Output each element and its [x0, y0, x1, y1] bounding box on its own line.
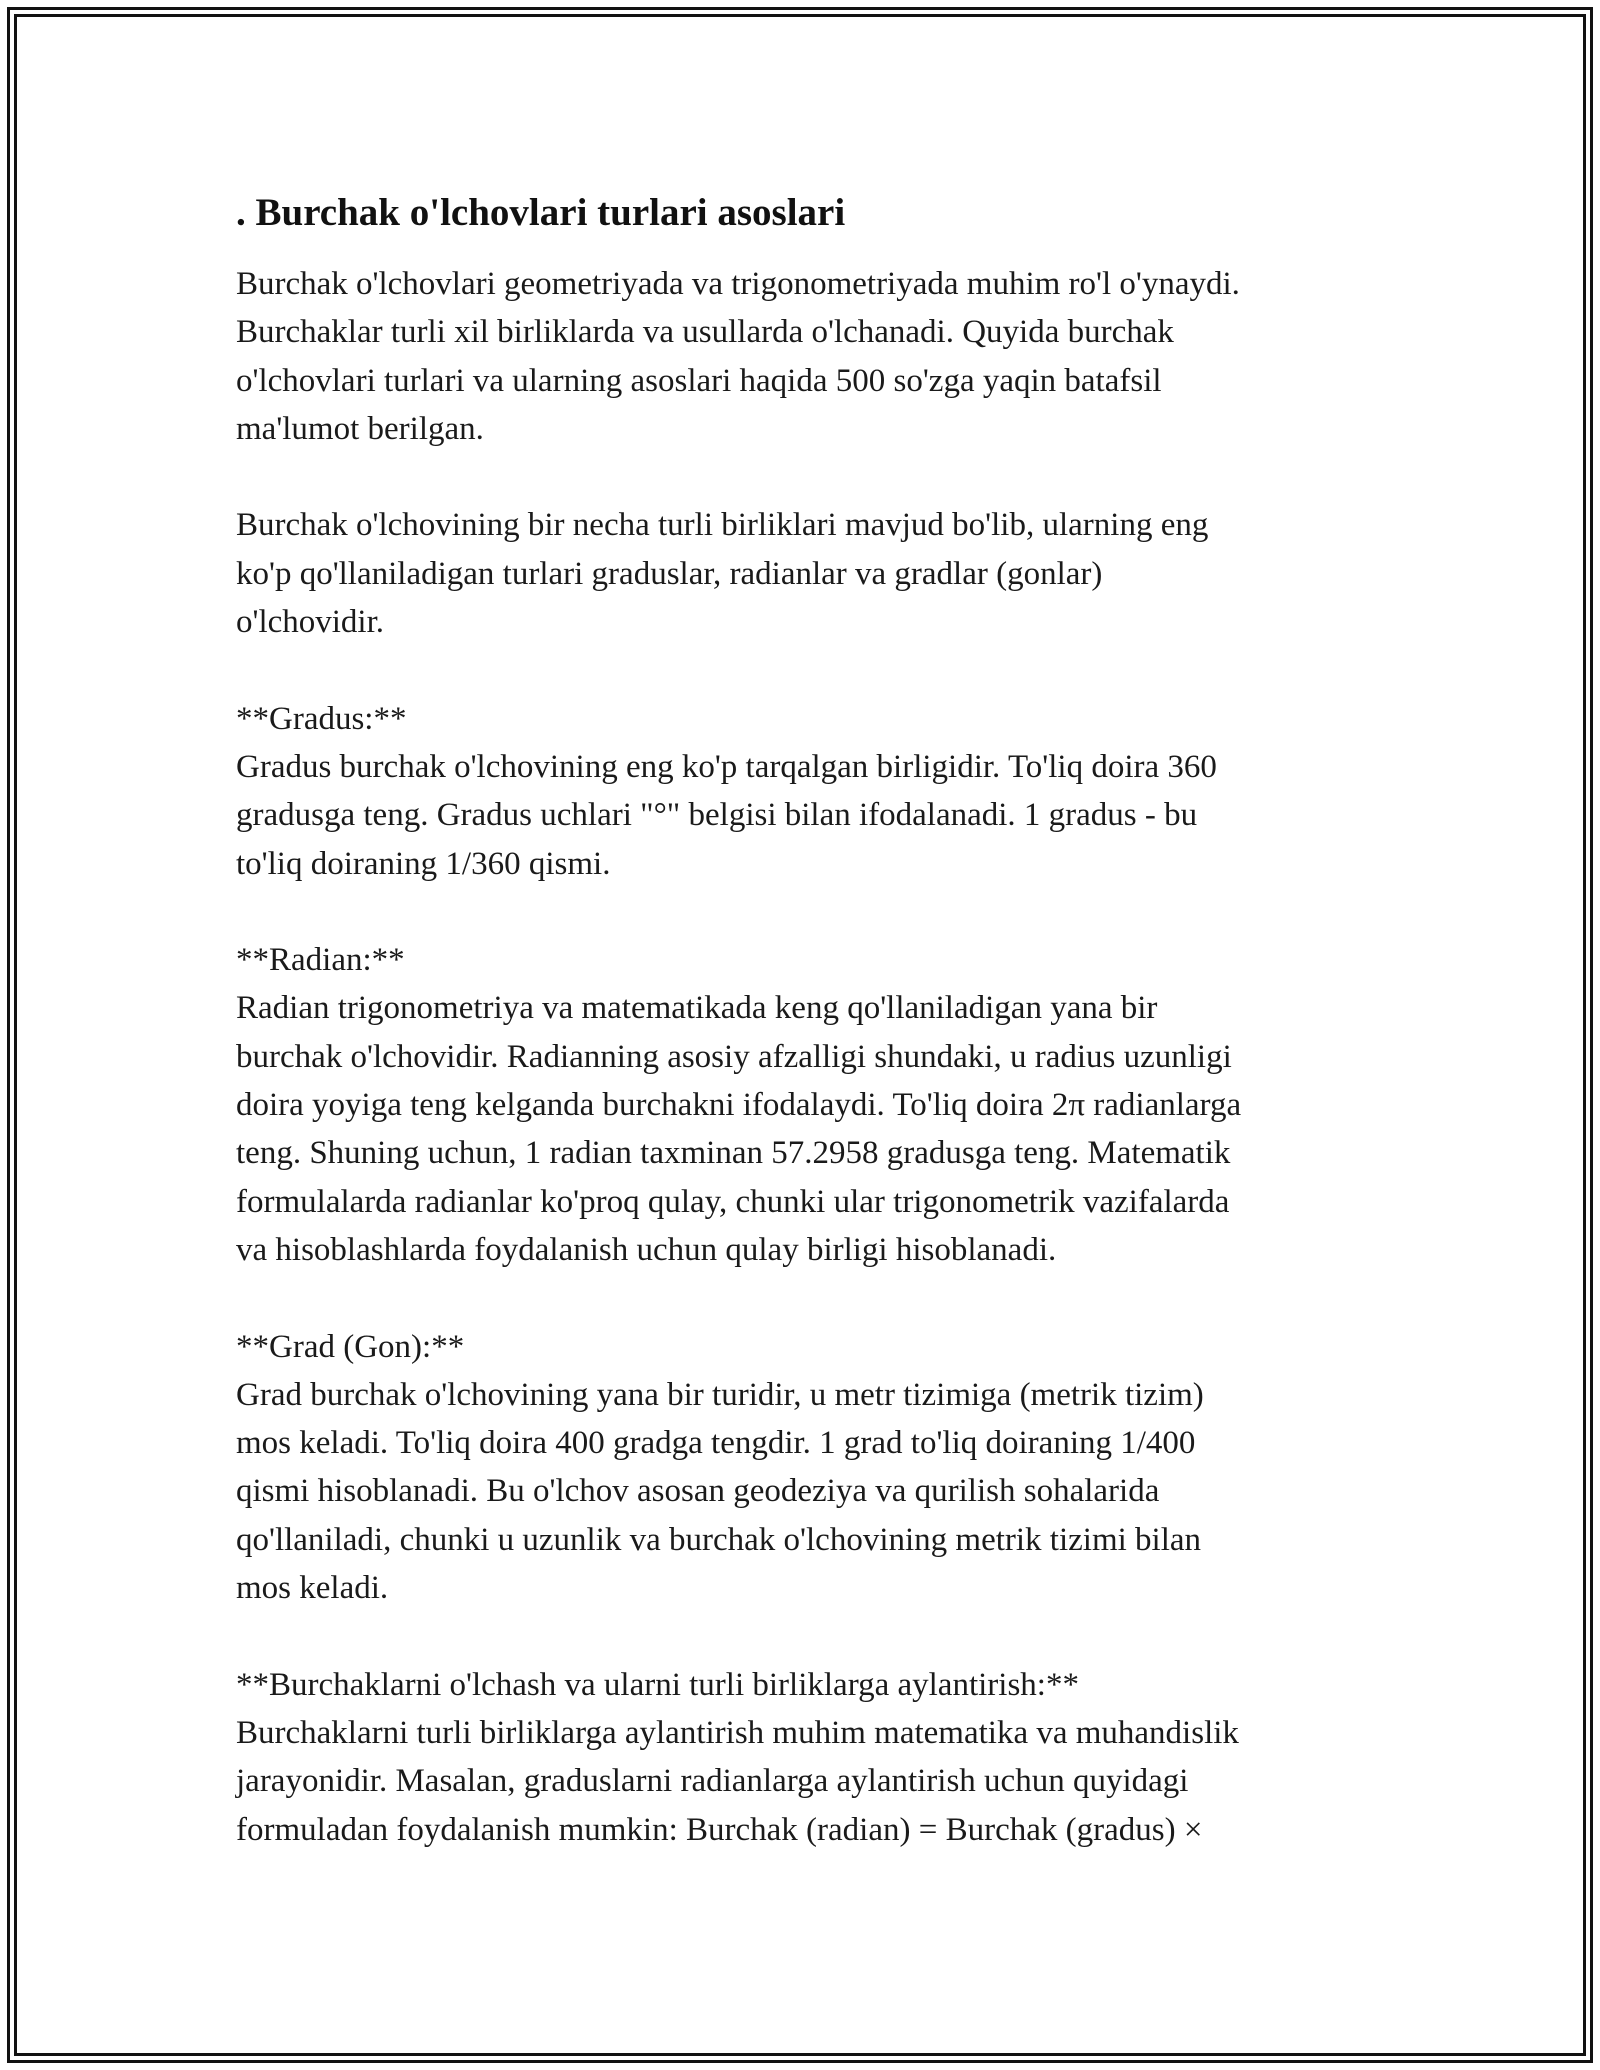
- section-heading: **Radian:**: [236, 942, 405, 979]
- text-line: o'lchovidir.: [236, 604, 385, 641]
- intro-paragraph: [236, 260, 1376, 453]
- text-line: va hisoblashlarda foydalanish uchun qulay birligi hisoblanadi.: [236, 1231, 1057, 1268]
- section-heading: **Burchaklarni o'lchash va ularni turli birliklarga aylantirish:**: [236, 1666, 1079, 1703]
- text-line: formuladan foydalanish mumkin: Burchak (radian) = Burchak (gradus) ×: [236, 1811, 1203, 1848]
- text-line: burchak o'lchovidir. Radianning asosiy afzalligi shundaki, u radius uzunligi: [236, 1038, 1232, 1075]
- text-line: Radian trigonometriya va matematikada keng qo'llaniladigan yana bir: [236, 990, 1158, 1027]
- text-line: to'liq doiraning 1/360 qismi.: [236, 845, 611, 882]
- units-overview-paragraph: [236, 501, 1376, 646]
- section-heading: **Gradus:**: [236, 700, 407, 737]
- text-line: Burchaklar turli xil birliklarda va usullarda o'lchanadi. Quyida burchak: [236, 314, 1174, 351]
- text-line: Burchaklarni turli birliklarga aylantirish muhim matematika va muhandislik: [236, 1714, 1239, 1751]
- text-line: ma'lumot berilgan.: [236, 410, 484, 447]
- text-line: formulalarda radianlar ko'proq qulay, chunki ular trigonometrik vazifalarda: [236, 1183, 1230, 1220]
- document-body: [236, 188, 1376, 1902]
- text-line: qo'llaniladi, chunki u uzunlik va burchak o'lchovining metrik tizimi bilan: [236, 1521, 1202, 1558]
- section-heading: **Grad (Gon):**: [236, 1328, 465, 1365]
- text-line: o'lchovlari turlari va ularning asoslari haqida 500 so'zga yaqin batafsil: [236, 362, 1162, 399]
- radian-section: [236, 936, 1376, 1274]
- text-line: Burchak o'lchovining bir necha turli birliklari mavjud bo'lib, ularning eng: [236, 507, 1209, 544]
- text-line: Burchak o'lchovlari geometriyada va trigonometriyada muhim ro'l o'ynaydi.: [236, 266, 1240, 302]
- conversion-section: [236, 1661, 1376, 1854]
- text-line: mos keladi. To'liq doira 400 gradga tengdir. 1 grad to'liq doiraning 1/400: [236, 1425, 1196, 1462]
- document-title: . Burchak o'lchovlari turlari asoslari: [236, 191, 846, 234]
- text-line: jarayonidir. Masalan, graduslarni radianlarga aylantirish uchun quyidagi: [236, 1763, 1189, 1800]
- text-line: doira yoyiga teng kelganda burchakni ifodalaydi. To'liq doira 2π radianlarga: [236, 1087, 1242, 1124]
- gradus-section: [236, 695, 1376, 888]
- text-line: Gradus burchak o'lchovining eng ko'p tarqalgan birligidir. To'liq doira 360: [236, 748, 1217, 785]
- text-line: Grad burchak o'lchovining yana bir turidir, u metr tizimiga (metrik tizim): [236, 1376, 1204, 1413]
- text-line: teng. Shuning uchun, 1 radian taxminan 57.2958 gradusga teng. Matematik: [236, 1135, 1231, 1172]
- text-line: qismi hisoblanadi. Bu o'lchov asosan geodeziya va qurilish sohalarida: [236, 1473, 1160, 1510]
- text-line: ko'p qo'llaniladigan turlari graduslar, radianlar va gradlar (gonlar): [236, 555, 1103, 592]
- text-line: gradusga teng. Gradus uchlari "°" belgisi bilan ifodalanadi. 1 gradus - bu: [236, 797, 1198, 834]
- grad-section: [236, 1323, 1376, 1613]
- text-line: mos keladi.: [236, 1570, 389, 1607]
